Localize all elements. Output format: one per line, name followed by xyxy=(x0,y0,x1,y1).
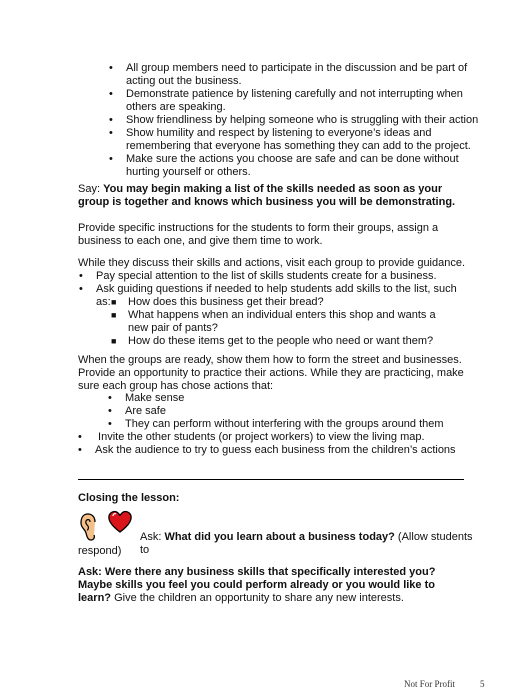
list-item: • Invite the other students (or project workers) to view the living map. xyxy=(78,431,425,443)
list-item: • Pay special attention to the list of skills students create for a business. xyxy=(79,270,437,282)
page-number: 5 xyxy=(480,679,485,689)
list-item: • Make sure the actions you choose are safe and can be done without hurting yourself or others. xyxy=(109,153,459,178)
bullet-icon: • xyxy=(79,270,83,282)
bullet-icon: • xyxy=(108,405,112,417)
bullet-icon: • xyxy=(78,444,82,456)
bullet-icon: • xyxy=(79,283,83,295)
square-bullet-icon: ■ xyxy=(111,297,117,307)
list-item: ■ What happens when an individual enters this shop and wants a new pair of pants? xyxy=(111,309,436,334)
square-bullet-icon: ■ xyxy=(111,336,117,346)
heart-icon xyxy=(107,510,133,534)
list-item: • All group members need to participate in the discussion and be part of acting out the business. xyxy=(109,62,468,87)
list-item: • They can perform without interfering with the groups around them xyxy=(108,418,444,430)
ask-question-2: Ask: Were there any business skills that specifically interested you? Maybe skills you feel you could perform already or you would like to learn? Give the children an opportunity to share any new interests. xyxy=(78,566,436,604)
bullet-icon: • xyxy=(109,127,113,139)
list-item: • Are safe xyxy=(108,405,166,417)
ask-question-1: Ask: What did you learn about a business today? (Allow students to xyxy=(140,531,473,556)
list-item: • Demonstrate patience by listening carefully and not interrupting when others are speaking. xyxy=(109,88,463,113)
bullet-icon: • xyxy=(109,88,113,100)
bullet-icon: • xyxy=(109,114,113,126)
list-item: • Show friendliness by helping someone who is struggling with their action xyxy=(109,114,479,126)
footer-label: Not For Profit xyxy=(404,679,456,689)
list-item: ■ How do these items get to the people who need or want them? xyxy=(111,335,434,347)
participation-rules-list xyxy=(109,62,486,179)
bullet-icon: • xyxy=(108,392,112,404)
bullet-icon: • xyxy=(109,62,113,74)
ask-question-1-continuation: respond) xyxy=(78,545,122,557)
actions-criteria-list xyxy=(108,392,475,431)
groups-paragraph: When the groups are ready, show them how to form the street and businesses. Provide an opportunity to practice their actions. While they are practicing, make sure each group has chose actions that: xyxy=(78,354,464,392)
ear-icon xyxy=(79,512,101,542)
guidance-intro: While they discuss their skills and actions, visit each group to provide guidance. xyxy=(78,257,466,269)
bullet-icon: • xyxy=(108,418,112,430)
section-divider xyxy=(78,479,464,480)
list-item: ■ How does this business get their bread? xyxy=(111,296,324,308)
final-steps-list xyxy=(78,431,475,457)
bullet-icon: • xyxy=(78,431,82,443)
square-bullet-icon: ■ xyxy=(111,310,117,320)
instructions-paragraph: Provide specific instructions for the students to form their groups, assign a business to each one, and give them time to work. xyxy=(78,222,439,247)
list-item: • Show humility and respect by listening to everyone’s ideas and remembering that everyone has something they can add to the project. xyxy=(109,127,471,152)
say-paragraph: Say: You may begin making a list of the skills needed as soon as your group is together and knows which business you will be demonstrating. xyxy=(78,183,456,208)
closing-heading: Closing the lesson: xyxy=(78,492,180,504)
list-item: • Make sense xyxy=(108,392,185,404)
list-item: • Ask the audience to try to guess each business from the children’s actions xyxy=(78,444,456,456)
list-item: • Ask guiding questions if needed to help students add skills to the list, such as: xyxy=(79,283,457,308)
bullet-icon: • xyxy=(109,153,113,165)
guiding-questions-list xyxy=(111,296,458,348)
